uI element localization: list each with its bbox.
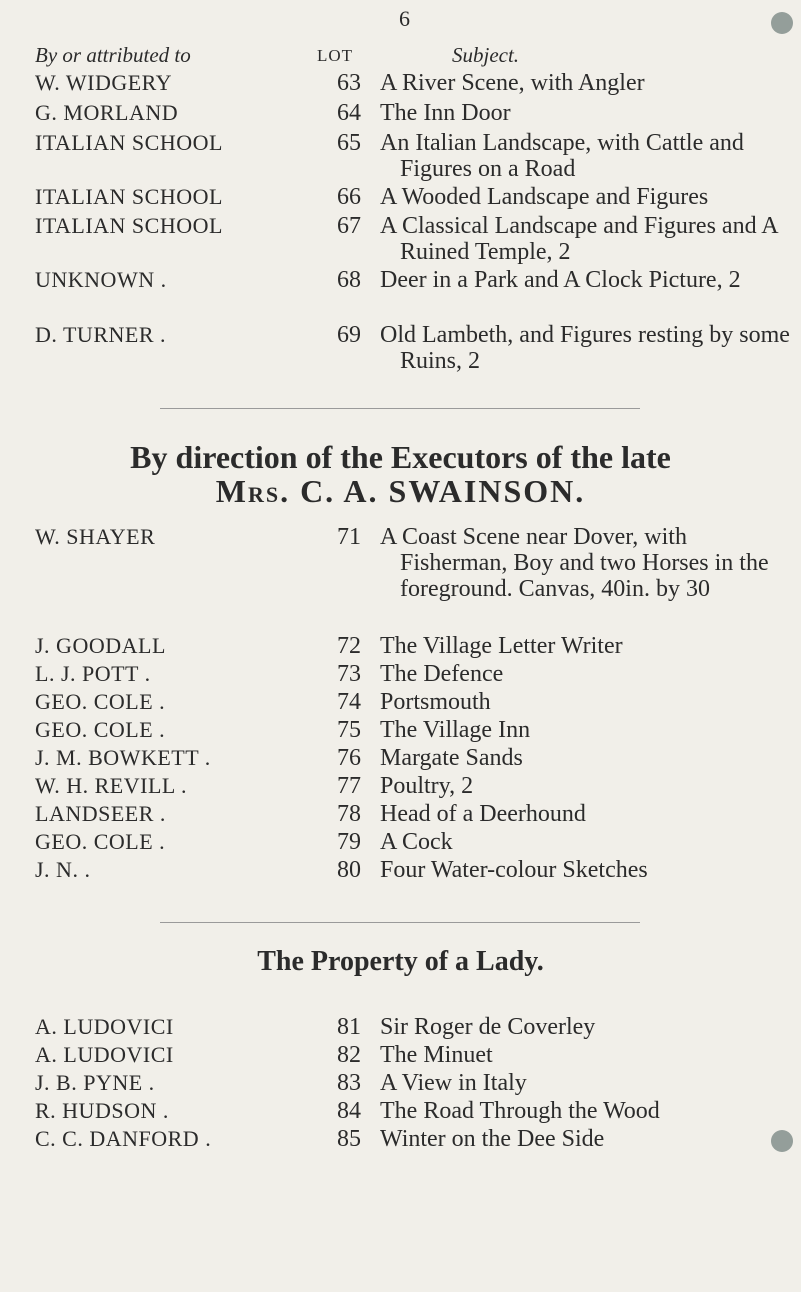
subject: Portsmouth <box>380 689 491 715</box>
artist: A. LUDOVICI <box>35 1042 174 1067</box>
lot-number: 68 <box>337 267 361 293</box>
subject: Old Lambeth, and Figures resting by some Ruins, 2 <box>380 322 790 374</box>
subject: Poultry, 2 <box>380 773 474 799</box>
page-number: 6 <box>399 6 410 31</box>
lot-number: 83 <box>337 1070 361 1096</box>
lot-number: 73 <box>337 661 361 687</box>
subject: A River Scene, with Angler <box>380 70 645 96</box>
lot-number: 81 <box>337 1014 361 1040</box>
artist: L. J. POTT . <box>35 661 151 686</box>
artist: GEO. COLE . <box>35 717 166 742</box>
subject: A Cock <box>380 829 453 855</box>
lot-number: 80 <box>337 857 361 883</box>
subject: A Classical Landscape and Figures and A Ruined Temple, 2 <box>380 213 778 265</box>
subject: Deer in a Park and A Clock Picture, 2 <box>380 267 741 293</box>
artist: J. B. PYNE . <box>35 1070 155 1095</box>
lot-number: 65 <box>337 130 361 156</box>
subject: A Coast Scene near Dover, with Fisherman, Boy and two Horses in the foreground. Canvas, 40in. by 30 <box>380 524 769 602</box>
artist: R. HUDSON . <box>35 1098 169 1123</box>
artist: GEO. COLE . <box>35 689 166 714</box>
lot-number: 85 <box>337 1126 361 1152</box>
subject: The Village Inn <box>380 717 531 743</box>
subject: The Minuet <box>380 1042 493 1068</box>
section-title: By direction of the Executors of the late <box>130 439 671 475</box>
subject: Winter on the Dee Side <box>380 1126 605 1152</box>
section-title-name: Mrs. C. A. SWAINSON. <box>215 473 586 509</box>
artist: UNKNOWN . <box>35 267 167 292</box>
subject: Sir Roger de Coverley <box>380 1014 596 1040</box>
lot-number: 79 <box>337 829 361 855</box>
lot-number: 69 <box>337 322 361 348</box>
binding-hole <box>771 12 793 34</box>
subject: The Village Letter Writer <box>380 633 623 659</box>
artist: W. WIDGERY <box>35 70 172 95</box>
artist: D. TURNER . <box>35 322 166 347</box>
lot-number: 71 <box>337 524 361 550</box>
lot-number: 72 <box>337 633 361 659</box>
divider <box>160 408 640 409</box>
subject: An Italian Landscape, with Cattle and Figures on a Road <box>380 130 744 182</box>
lot-number: 63 <box>337 70 361 96</box>
artist: J. M. BOWKETT . <box>35 745 211 770</box>
divider <box>160 922 640 923</box>
lot-number: 75 <box>337 717 361 743</box>
artist: LANDSEER . <box>35 801 166 826</box>
artist: W. H. REVILL . <box>35 773 188 798</box>
binding-hole <box>771 1130 793 1152</box>
subject: Four Water-colour Sketches <box>380 857 648 883</box>
lot-number: 76 <box>337 745 361 771</box>
artist: ITALIAN SCHOOL <box>35 184 223 209</box>
subject: Margate Sands <box>380 745 523 771</box>
lot-number: 84 <box>337 1098 361 1124</box>
lot-number: 77 <box>337 773 361 799</box>
lot-number: 74 <box>337 689 361 715</box>
subject: The Road Through the Wood <box>380 1098 660 1124</box>
artist: ITALIAN SCHOOL <box>35 130 223 155</box>
header-lot: LOT <box>317 46 354 65</box>
artist: A. LUDOVICI <box>35 1014 174 1039</box>
subject: The Inn Door <box>380 100 511 126</box>
lot-number: 64 <box>337 100 361 126</box>
artist: ITALIAN SCHOOL <box>35 213 223 238</box>
lot-number: 78 <box>337 801 361 827</box>
section-title: The Property of a Lady. <box>257 946 544 977</box>
header-attributed: By or attributed to <box>35 43 191 67</box>
artist: G. MORLAND <box>35 100 179 125</box>
artist: W. SHAYER <box>35 524 156 549</box>
artist: J. N. . <box>35 857 91 882</box>
subject: A View in Italy <box>380 1070 527 1096</box>
subject: Head of a Deerhound <box>380 801 586 827</box>
subject: The Defence <box>380 661 504 687</box>
artist: C. C. DANFORD . <box>35 1126 212 1151</box>
header-subject: Subject. <box>452 43 520 67</box>
artist: J. GOODALL <box>35 633 166 658</box>
lot-number: 66 <box>337 184 361 210</box>
lot-number: 67 <box>337 213 361 239</box>
subject: A Wooded Landscape and Figures <box>380 184 709 210</box>
artist: GEO. COLE . <box>35 829 166 854</box>
lot-number: 82 <box>337 1042 361 1068</box>
